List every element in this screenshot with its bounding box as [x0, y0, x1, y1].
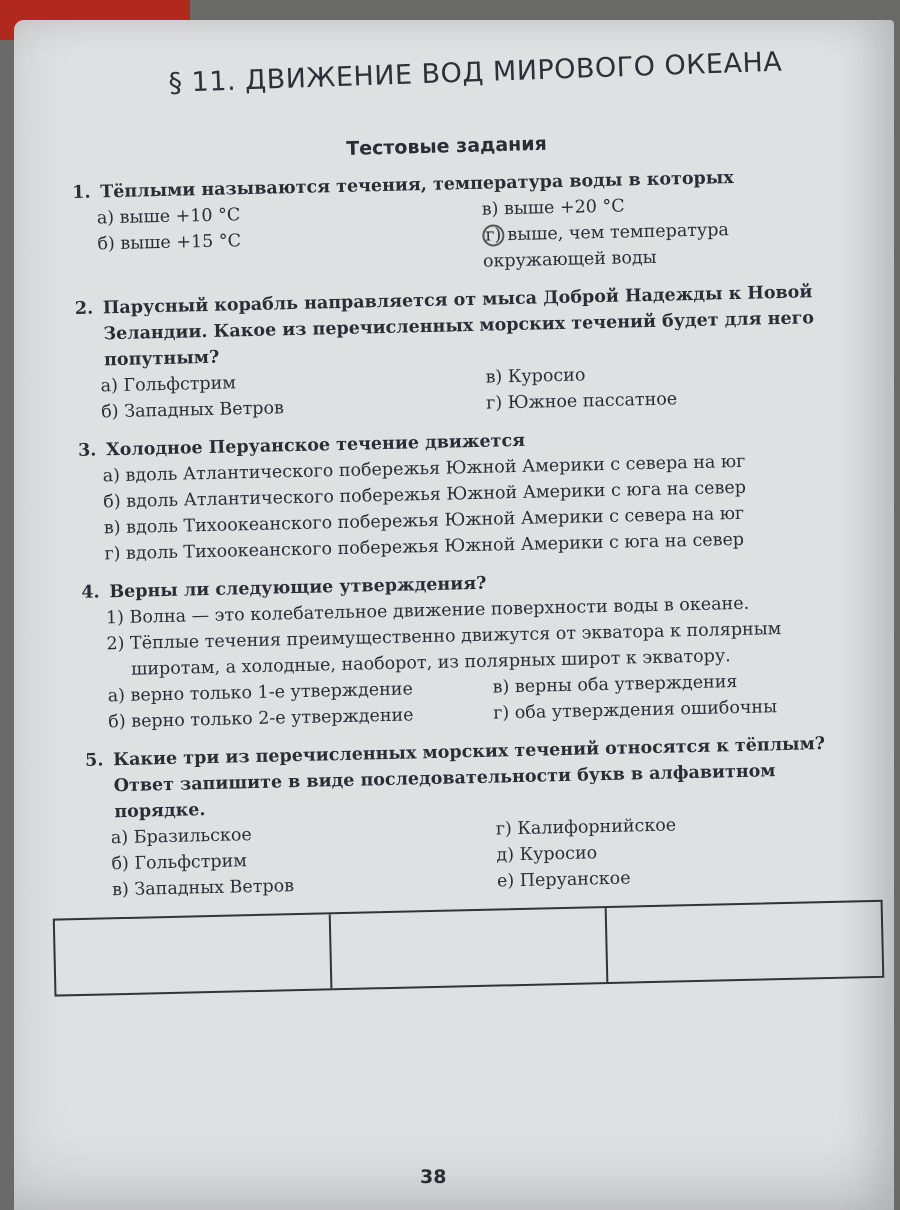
- option-b: б) Западных Ветров: [101, 398, 285, 423]
- option-a: а) Бразильское: [110, 825, 252, 849]
- option-a: а) выше +10 °С: [96, 205, 241, 229]
- options-left: [83, 675, 469, 736]
- question-1: [72, 163, 844, 284]
- statement-1: 1) Волна — это колебательное движение поверхности воды в океане.: [105, 593, 750, 629]
- question-5-options: [87, 808, 859, 903]
- option-v: в) вдоль Тихоокеанского побережья Южной Америки с севера на юг: [103, 503, 745, 539]
- options-right: [461, 356, 847, 417]
- circled-answer-mark: г): [482, 224, 504, 246]
- question-1-prompt: Тёплыми называются течения, температура воды в которых: [100, 167, 734, 203]
- option-a: а) Гольфстрим: [100, 373, 237, 397]
- statement-2: 2) Тёплые течения преимущественно движутся от экватора к полярным широтам, а холодные, наоборот, из полярных широт к экватору.: [106, 619, 782, 680]
- option-g: г) Южное пассатное: [485, 389, 678, 414]
- option-d: д) Куросио: [496, 843, 598, 866]
- question-3-prompt: Холодное Перуанское течение движется: [105, 430, 526, 461]
- question-5-number: 5.: [84, 750, 104, 771]
- question-4-prompt: Верны ли следующие утверждения?: [109, 573, 487, 603]
- question-4: [81, 562, 854, 735]
- option-v: в) выше +20 °С: [481, 196, 625, 220]
- options-left: [87, 817, 474, 904]
- option-a: а) вдоль Атлантического побережья Южной Америки с севера на юг: [102, 451, 746, 487]
- options-right: [457, 189, 844, 276]
- option-g-text: выше, чем температура окружающей воды: [482, 220, 730, 272]
- question-1-options: [73, 189, 845, 284]
- option-b: б) выше +15 °С: [97, 231, 242, 255]
- test-content: [72, 163, 861, 1008]
- page-title: § 11. ДВИЖЕНИЕ ВОД МИРОВОГО ОКЕАНА: [168, 46, 783, 99]
- question-2-prompt: Парусный корабль направляется от мыса Доброй Надежды к Новой Зеландии. Какое из перечисленных морских течений будет для него попутным?: [102, 282, 815, 371]
- option-b: б) вдоль Атлантического побережья Южной Америки с юга на север: [103, 477, 747, 513]
- answer-cell-1[interactable]: [55, 914, 333, 994]
- option-v: в) Куросио: [485, 365, 586, 388]
- question-1-number: 1.: [72, 182, 91, 203]
- question-5-prompt: Какие три из перечисленных морских течений относятся к тёплым? Ответ запишите в виде последовательности букв в алфавитном порядке.: [112, 734, 826, 823]
- options-right: [468, 666, 854, 727]
- answer-cell-2[interactable]: [331, 908, 609, 988]
- answer-cell-3[interactable]: [607, 902, 883, 982]
- option-g: [458, 215, 844, 276]
- options-right: [472, 808, 859, 895]
- option-a: а) верно только 1-е утверждение: [107, 679, 414, 707]
- option-b: б) верно только 2-е утверждение: [108, 705, 414, 733]
- option-g: г) Калифорнийское: [495, 815, 677, 840]
- question-5: [85, 730, 860, 995]
- question-2: [75, 279, 848, 426]
- answer-table: [53, 900, 885, 997]
- option-e: е) Перуанское: [496, 868, 631, 892]
- options-left: [73, 197, 460, 284]
- question-3: [78, 420, 851, 567]
- page-number: 38: [420, 1166, 447, 1188]
- options-left: [76, 365, 462, 426]
- option-g: г) вдоль Тихоокеанского побережья Южной Америки с юга на север: [104, 529, 745, 565]
- question-4-number: 4.: [81, 582, 100, 603]
- question-3-number: 3.: [77, 440, 97, 461]
- option-v: в) верны оба утверждения: [492, 672, 738, 698]
- option-g: г) оба утверждения ошибочны: [492, 697, 778, 724]
- section-subtitle: Тестовые задания: [346, 132, 548, 160]
- option-v: в) Западных Ветров: [111, 876, 295, 901]
- question-2-number: 2.: [74, 298, 94, 319]
- option-b: б) Гольфстрим: [111, 851, 248, 875]
